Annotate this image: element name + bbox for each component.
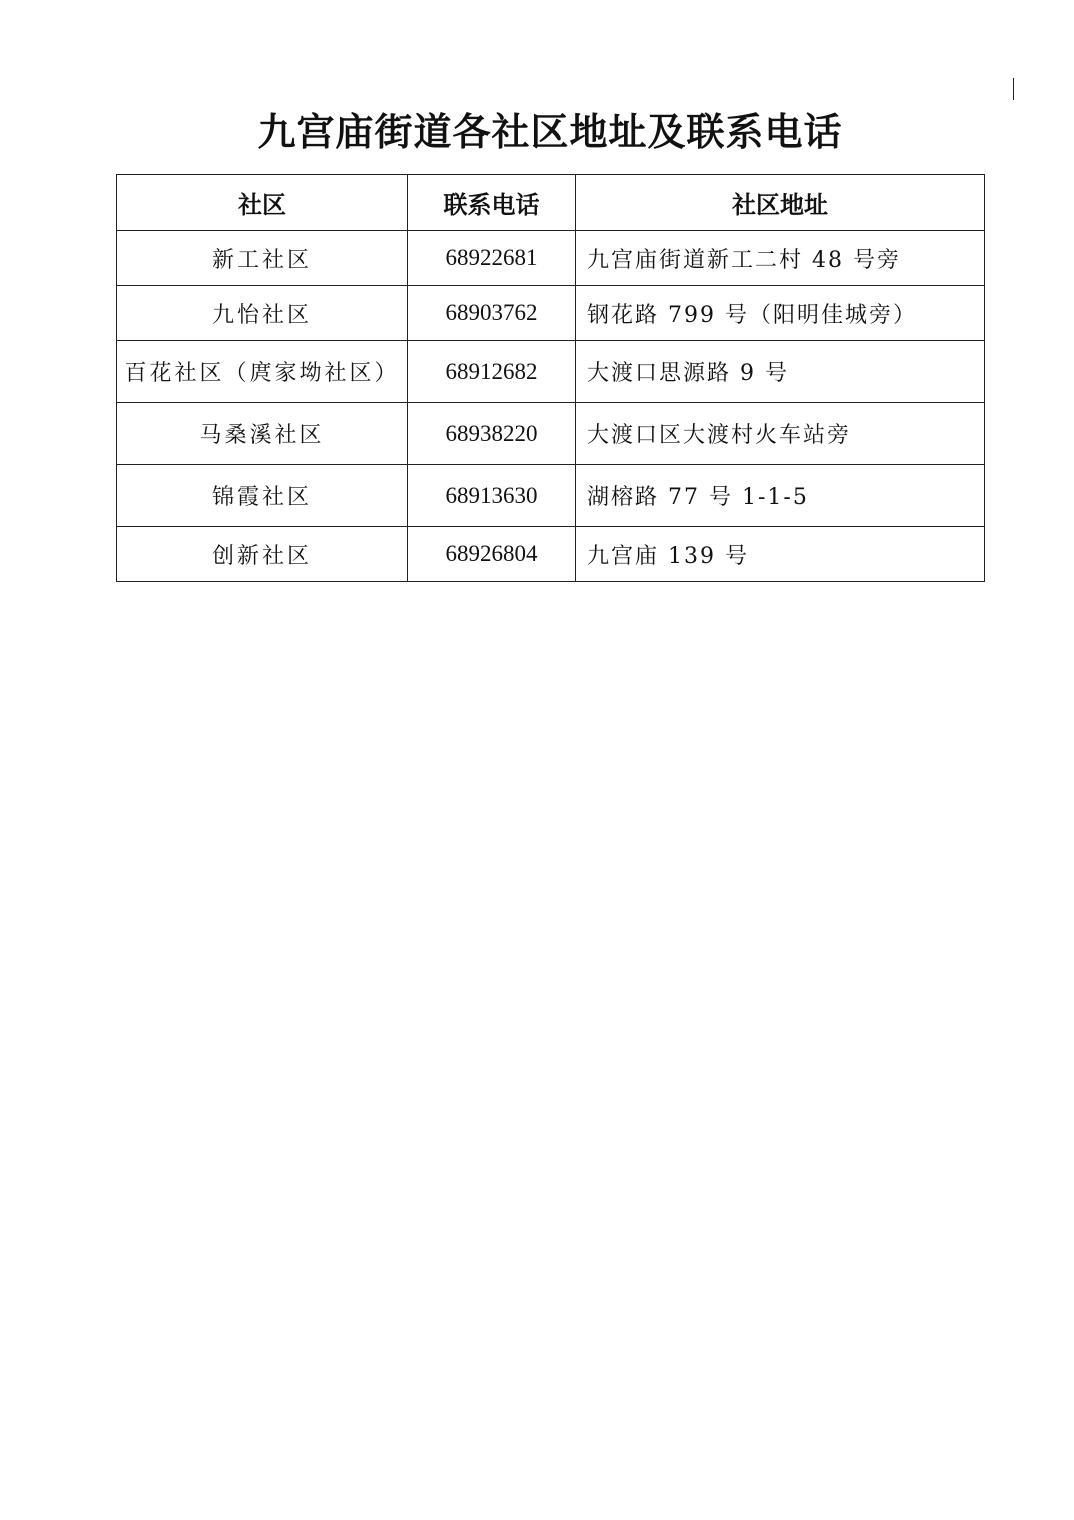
community-name-cell: 百花社区（庹家坳社区） xyxy=(117,341,408,403)
address-cell: 钢花路 799 号（阳明佳城旁） xyxy=(576,286,985,341)
document-title: 九宫庙街道各社区地址及联系电话 xyxy=(257,109,843,154)
phone-cell: 68938220 xyxy=(408,403,576,465)
community-name-cell: 锦霞社区 xyxy=(117,465,408,527)
community-name-cell: 创新社区 xyxy=(117,527,408,582)
table-row xyxy=(117,286,985,341)
community-contact-table xyxy=(116,174,985,582)
phone-cell: 68922681 xyxy=(408,231,576,286)
phone-cell: 68903762 xyxy=(408,286,576,341)
phone-cell: 68913630 xyxy=(408,465,576,527)
table-header-row xyxy=(117,175,985,231)
community-name-cell: 新工社区 xyxy=(117,231,408,286)
table-row xyxy=(117,231,985,286)
text-cursor xyxy=(1013,78,1014,100)
column-header-address: 社区地址 xyxy=(576,175,985,231)
address-cell: 大渡口思源路 9 号 xyxy=(576,341,985,403)
table-row xyxy=(117,465,985,527)
community-name-cell: 九怡社区 xyxy=(117,286,408,341)
column-header-community: 社区 xyxy=(117,175,408,231)
address-cell: 大渡口区大渡村火车站旁 xyxy=(576,403,985,465)
address-cell: 九宫庙街道新工二村 48 号旁 xyxy=(576,231,985,286)
community-name-cell: 马桑溪社区 xyxy=(117,403,408,465)
table-row xyxy=(117,341,985,403)
column-header-phone: 联系电话 xyxy=(408,175,576,231)
address-cell: 湖榕路 77 号 1-1-5 xyxy=(576,465,985,527)
table-row xyxy=(117,403,985,465)
phone-cell: 68912682 xyxy=(408,341,576,403)
table-row xyxy=(117,527,985,582)
phone-cell: 68926804 xyxy=(408,527,576,582)
address-cell: 九宫庙 139 号 xyxy=(576,527,985,582)
